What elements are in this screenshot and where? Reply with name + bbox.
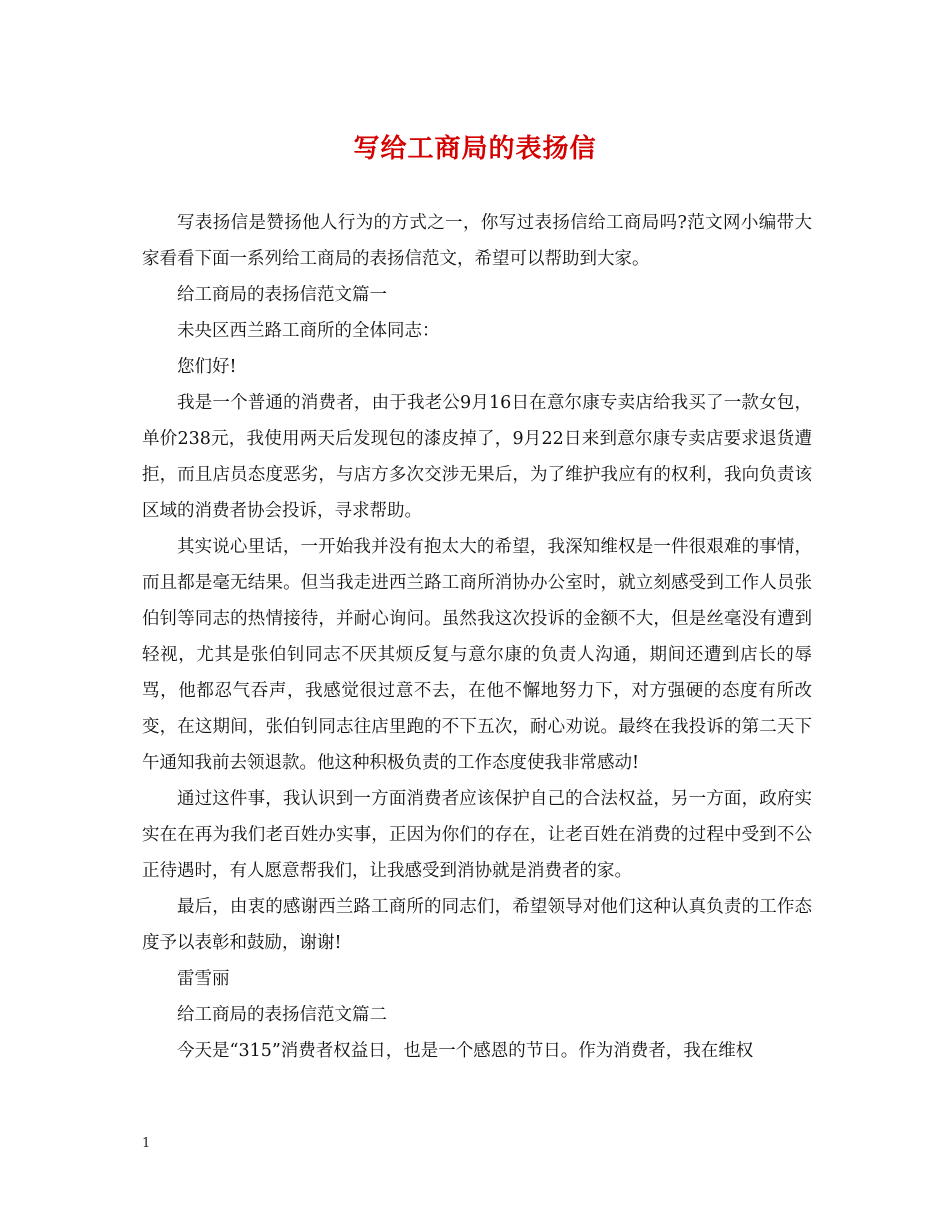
letter-salutation: 未央区西兰路工商所的全体同志： [177,321,440,341]
page-number: 1 [142,1136,151,1151]
paragraph-second-letter-start: 今天是“315”消费者权益日，也是一个感恩的节日。作为消费者，我在维权 [177,1041,754,1061]
document-title: 写给工商局的表扬信 [353,134,597,164]
letter-signature: 雷雪丽 [177,969,230,989]
section-heading-1: 给工商局的表扬信范文篇一 [177,285,387,305]
paragraph-complaint: 我是一个普通的消费者，由于我老公9月16日在意尔康专卖店给我买了一款女包，单价238元，我使用两天后发现包的漆皮掉了，9月22日来到意尔康专卖店要求退货遭拒，而且店员态度恶劣，与店方多次交涉无果后，为了维护我应有的权利，我向负责该区域的消费者协会投诉，寻求帮助。 [142,393,812,521]
paragraph-experience: 其实说心里话，一开始我并没有抱太大的希望，我深知维权是一件很艰难的事情，而且都是毫无结果。但当我走进西兰路工商所消协办公室时，就立刻感受到工作人员张伯钊等同志的热情接待，并耐心询问。虽然我这次投诉的金额不大，但是丝毫没有遭到轻视，尤其是张伯钊同志不厌其烦反复与意尔康的负责人沟通，期间还遭到店长的辱骂，他都忍气吞声，我感觉很过意不去，在他不懈地努力下，对方强硬的态度有所改变，在这期间，张伯钊同志往店里跑的不下五次，耐心劝说。最终在我投诉的第二天下午通知我前去领退款。他这种积极负责的工作态度使我非常感动! [142,537,812,773]
paragraph-reflection: 通过这件事，我认识到一方面消费者应该保护自己的合法权益，另一方面，政府实实在在再为我们老百姓办实事，正因为你们的存在，让老百姓在消费的过程中受到不公正待遇时，有人愿意帮我们，让我感受到消协就是消费者的家。 [142,789,812,881]
paragraph-thanks: 最后，由衷的感谢西兰路工商所的同志们，希望领导对他们这种认真负责的工作态度予以表彰和鼓励，谢谢! [142,897,812,953]
section-heading-2: 给工商局的表扬信范文篇二 [177,1005,387,1025]
document-body [142,205,812,1069]
paragraph-intro: 写表扬信是赞扬他人行为的方式之一，你写过表扬信给工商局吗?范文网小编带大家看看下面一系列给工商局的表扬信范文，希望可以帮助到大家。 [142,213,812,269]
letter-greeting: 您们好! [177,357,237,377]
